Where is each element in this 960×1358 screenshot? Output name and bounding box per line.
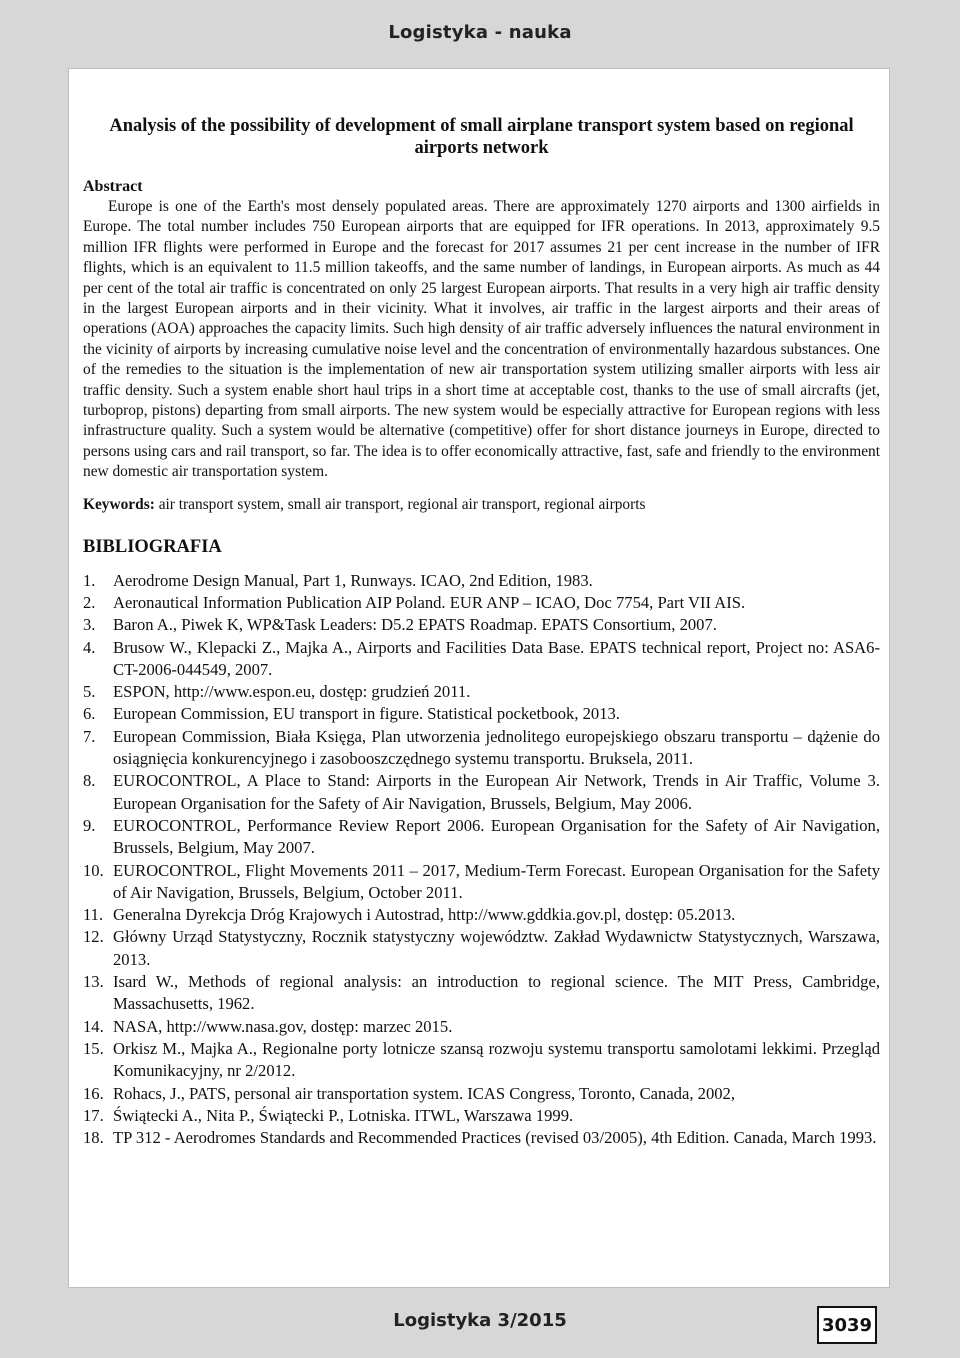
bibliography-item — [83, 614, 880, 636]
bibliography-item — [83, 1127, 880, 1149]
bibliography-item-number: 13. — [83, 972, 104, 992]
bibliography-item-number: 9. — [83, 815, 96, 835]
bibliography-item — [83, 1038, 880, 1083]
bibliography-item-number: 16. — [83, 1083, 104, 1103]
bibliography-item — [83, 570, 880, 592]
bibliography-item-text: EUROCONTROL, Flight Movements 2011 – 2017, Medium-Term Forecast. European Organisation for the Safety of Air Navigation, Brussels, Belgium, October 2011. — [113, 860, 880, 902]
bibliography-item — [83, 860, 880, 905]
bibliography-item — [83, 815, 880, 860]
bibliography-item-number: 5. — [83, 682, 96, 702]
bibliography-heading: BIBLIOGRAFIA — [83, 536, 222, 557]
section-header: Logistyka - nauka — [388, 22, 572, 43]
page-number-box — [817, 1306, 877, 1344]
bibliography-item-text: Brusow W., Klepacki Z., Majka A., Airports and Facilities Data Base. EPATS technical report, Project no: ASA6-CT-2006-044549, 2007. — [113, 637, 880, 679]
bibliography-item-text: Generalna Dyrekcja Dróg Krajowych i Autostrad, http://www.gddkia.gov.pl, dostęp: 05.2013. — [113, 905, 736, 925]
bibliography-item — [83, 703, 880, 725]
keywords-line — [83, 495, 880, 515]
bibliography-item-text: Aeronautical Information Publication AIP Poland. EUR ANP – ICAO, Doc 7754, Part VII AIS. — [113, 592, 746, 612]
bibliography-list — [83, 570, 880, 1150]
bibliography-item-text: Świątecki A., Nita P., Świątecki P., Lotniska. ITWL, Warszawa 1999. — [113, 1105, 574, 1125]
bibliography-item-text: EUROCONTROL, Performance Review Report 2006. European Organisation for the Safety of Air Navigation, Brussels, Belgium, May 2007. — [113, 815, 880, 858]
bibliography-item-number: 14. — [83, 1016, 104, 1036]
bibliography-item-number: 6. — [83, 704, 96, 724]
bibliography-item — [83, 592, 880, 614]
keywords-label: Keywords: — [83, 495, 155, 513]
page-content — [83, 115, 880, 1149]
bibliography-item-text: EUROCONTROL, A Place to Stand: Airports in the European Air Network, Trends in Air Traffic, Volume 3. European Organisation for the Safety of Air Navigation, Brussels, Belgium, May 2006. — [113, 771, 880, 813]
bibliography-item-text: European Commission, EU transport in figure. Statistical pocketbook, 2013. — [113, 704, 620, 724]
bibliography-item-number: 2. — [83, 592, 96, 612]
bibliography-item-text: Orkisz M., Majka A., Regionalne porty lotnicze szansą rozwoju systemu transportu samolotami lekkimi. Przegląd Komunikacyjny, nr 2/2012. — [113, 1038, 880, 1081]
bibliography-item — [83, 1105, 880, 1127]
journal-footer: Logistyka 3/2015 — [393, 1310, 567, 1331]
bibliography-item-text: Aerodrome Design Manual, Part 1, Runways. ICAO, 2nd Edition, 1983. — [113, 570, 593, 590]
bibliography-item-number: 1. — [83, 570, 96, 590]
bibliography-item — [83, 1016, 880, 1038]
abstract-heading: Abstract — [83, 178, 143, 195]
bibliography-item-text: Główny Urząd Statystyczny, Rocznik statystyczny województw. Zakład Wydawnictw Statystycznych, Warszawa, 2013. — [113, 927, 880, 969]
keywords-text: air transport system, small air transport, regional air transport, regional airports — [158, 495, 646, 513]
bibliography-item — [83, 971, 880, 1016]
document-page — [68, 68, 890, 1288]
bibliography-item-number: 7. — [83, 726, 96, 746]
bibliography-item-number: 15. — [83, 1038, 104, 1058]
bibliography-item — [83, 637, 880, 682]
bibliography-item — [83, 681, 880, 703]
bibliography-item-number: 10. — [83, 860, 104, 880]
bibliography-item-number: 18. — [83, 1128, 104, 1148]
bibliography-item — [83, 926, 880, 971]
bibliography-item-number: 3. — [83, 615, 96, 635]
bibliography-item-text: Rohacs, J., PATS, personal air transportation system. ICAS Congress, Toronto, Canada, 2002, — [113, 1083, 735, 1103]
bibliography-item-number: 8. — [83, 771, 96, 791]
abstract-text: Europe is one of the Earth's most densely populated areas. There are approximately 1270 airports and 1300 airfields in Europe. The total number includes 750 European airports that are equipped for IFR operations. In 2013, approximately 9.5 million IFR flights were performed in Europe and the forecast for 2017 assumes 21 per cent increase in the number of IFR flights, which is an equivalent to 11.5 million takeoffs, and the same number of landings, in European airports. As much as 44 per cent of the total air traffic is concentrated on only 25 largest European airports. That results in a very high air traffic density in the largest European airports and in their vicinity. What it involves, air traffic in the largest airports and their areas of operations (AOA) approaches the capacity limits. Such high density of air traffic adversely influences the natural environment in the vicinity of airports by increasing cumulative noise level and the concentration of environmentally hazardous substances. One of the remedies to the situation is the implementation of new air transportation system utilizing smaller airports with less air traffic density. Such a system enable short haul trips in a short time at acceptable cost, thanks to the use of small aircrafts (jet, turboprop, pistons) departing from small airports. The new system would be especially attractive for European regions with less infrastructure quality. Such a system would be alternative (competitive) offer for short distance journeys in Europe, directed to persons using cars and rail transport, so far. The idea is to offer economically attractive, fast, safe and friendly to the environment new domestic air transportation system. — [83, 198, 880, 481]
bibliography-item-number: 17. — [83, 1105, 104, 1125]
bibliography-item-number: 4. — [83, 637, 96, 657]
bibliography-item-number: 12. — [83, 927, 104, 947]
bibliography-item-number: 11. — [83, 905, 104, 925]
bibliography-item-text: TP 312 - Aerodromes Standards and Recommended Practices (revised 03/2005), 4th Edition. Canada, March 1993. — [113, 1128, 877, 1148]
bibliography-item — [83, 1083, 880, 1105]
bibliography-item-text: ESPON, http://www.espon.eu, dostęp: grudzień 2011. — [113, 682, 471, 702]
bibliography-item-text: European Commission, Biała Księga, Plan utworzenia jednolitego europejskiego obszaru transportu – dążenie do osiągnięcia konkurencyjnego i zasobooszczędnego systemu transportu. Bruksela, 2011. — [113, 726, 880, 769]
page-number: 3039 — [821, 1314, 873, 1336]
bibliography-item-text: Isard W., Methods of regional analysis: an introduction to regional science. The MIT Press, Cambridge, Massachusetts, 1962. — [113, 972, 880, 1014]
bibliography-item — [83, 904, 880, 926]
article-title: Analysis of the possibility of development of small airplane transport system based on regional airports network — [109, 116, 854, 158]
bibliography-item — [83, 726, 880, 771]
bibliography-item-text: Baron A., Piwek K, WP&Task Leaders: D5.2 EPATS Roadmap. EPATS Consortium, 2007. — [113, 615, 717, 635]
bibliography-item — [83, 770, 880, 815]
bibliography-item-text: NASA, http://www.nasa.gov, dostęp: marzec 2015. — [113, 1016, 453, 1036]
